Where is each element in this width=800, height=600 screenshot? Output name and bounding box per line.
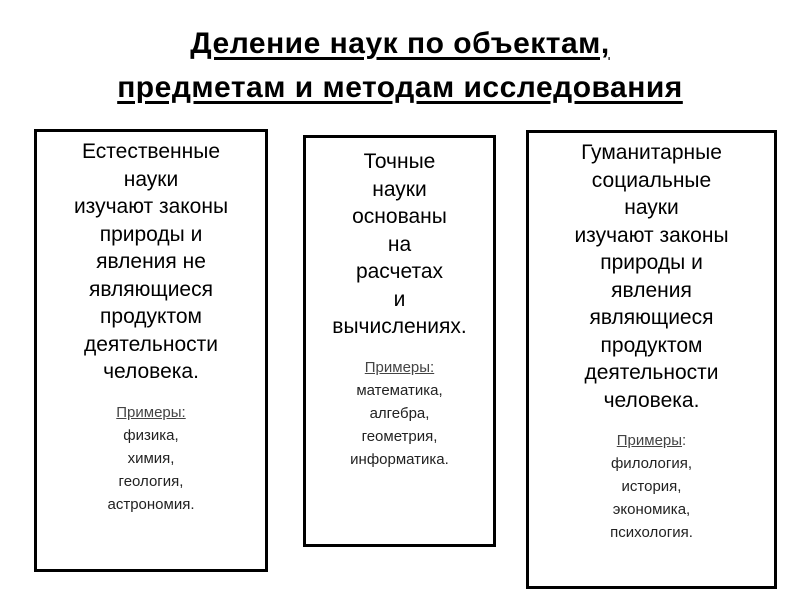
example-item: геометрия, bbox=[361, 427, 438, 445]
example-item: филология, bbox=[610, 455, 693, 472]
exact-line: вычислениях. bbox=[332, 315, 467, 338]
example-item: химия, bbox=[127, 449, 175, 467]
title-line-2: предметам и методам исследования bbox=[117, 71, 683, 104]
humanities-line: Гуманитарные bbox=[581, 141, 722, 164]
exact-examples-label: Примеры: bbox=[364, 358, 435, 376]
humanities-line: являющиеся bbox=[589, 306, 714, 329]
title-line-1: Деление наук по объектам, bbox=[190, 27, 610, 60]
exact-line: науки bbox=[372, 177, 427, 201]
exact-line: основаны bbox=[352, 205, 447, 228]
exact-sciences-box bbox=[303, 135, 496, 547]
example-item: алгебра, bbox=[369, 404, 430, 422]
page-title bbox=[0, 22, 800, 110]
example-item: физика, bbox=[123, 426, 179, 444]
humanities-line: явления bbox=[611, 278, 692, 302]
example-item: информатика. bbox=[350, 450, 449, 468]
humanities-line: социальные bbox=[591, 168, 712, 192]
natural-line: продуктом bbox=[100, 305, 202, 328]
natural-line: природы и bbox=[99, 222, 203, 246]
example-item: психология. bbox=[610, 524, 693, 541]
humanities-line: изучают законы bbox=[574, 223, 729, 247]
humanities-line: деятельности bbox=[584, 361, 719, 384]
exact-line: Точные bbox=[363, 150, 436, 173]
natural-examples bbox=[37, 402, 265, 516]
humanities-sciences-box bbox=[526, 130, 777, 589]
humanities-line: человека. bbox=[603, 388, 700, 412]
humanities-examples-colon: : bbox=[682, 432, 687, 449]
example-item: экономика, bbox=[612, 501, 691, 518]
humanities-examples-label: Примеры bbox=[616, 432, 683, 449]
natural-line: человека. bbox=[103, 360, 199, 383]
natural-sciences-box bbox=[34, 129, 268, 572]
natural-line: деятельности bbox=[84, 332, 218, 356]
natural-sciences-description bbox=[37, 138, 265, 386]
humanities-examples bbox=[529, 430, 774, 544]
exact-sciences-description bbox=[306, 148, 493, 341]
exact-line: расчетах bbox=[355, 260, 444, 283]
exact-line: и bbox=[393, 287, 406, 311]
example-item: астрономия. bbox=[107, 495, 195, 513]
example-item: математика, bbox=[356, 381, 443, 399]
natural-examples-label: Примеры: bbox=[116, 403, 186, 421]
humanities-line: науки bbox=[624, 196, 679, 219]
natural-line: Естественные bbox=[81, 140, 221, 163]
exact-line: на bbox=[387, 232, 412, 256]
exact-examples bbox=[306, 357, 493, 471]
natural-line: являющиеся bbox=[89, 277, 213, 301]
humanities-line: продуктом bbox=[600, 333, 703, 357]
natural-line: изучают законы bbox=[73, 195, 229, 218]
natural-line: явления не bbox=[96, 250, 206, 273]
natural-line: науки bbox=[123, 167, 179, 191]
humanities-line: природы и bbox=[600, 251, 703, 274]
humanities-sciences-description bbox=[529, 139, 774, 414]
example-item: история, bbox=[621, 478, 682, 495]
example-item: геология, bbox=[118, 472, 184, 490]
